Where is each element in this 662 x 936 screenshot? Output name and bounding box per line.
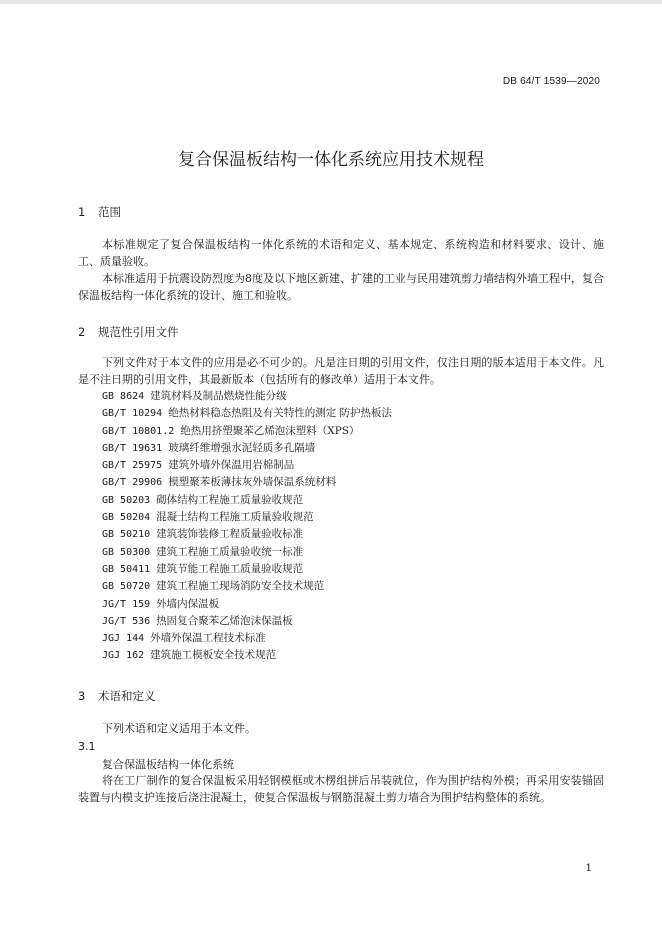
reference-code: GB 50720 (102, 581, 151, 593)
reference-title: 玻璃纤维增强水泥轻质多孔隔墙 (168, 441, 316, 454)
terms-intro: 下列术语和定义适用于本文件。 (102, 722, 256, 735)
reference-title: 混凝土结构工程施工质量验收规范 (156, 511, 314, 524)
reference-title: 建筑节能工程施工质量验收规范 (156, 562, 304, 575)
reference-item (102, 440, 392, 457)
reference-code: JG/T 536 (102, 615, 151, 627)
reference-title: 外墙外保温工程技术标准 (150, 632, 266, 645)
reference-item (102, 544, 392, 561)
reference-item (102, 561, 392, 578)
section-title: 术语和定义 (98, 689, 156, 703)
reference-code: JGJ 144 (102, 633, 145, 645)
term-number: 3.1 (78, 740, 96, 753)
reference-title: 模塑聚苯板薄抹灰外墙保温系统材料 (168, 476, 337, 489)
term-name: 复合保温板结构一体化系统 (102, 758, 234, 771)
reference-item (102, 647, 392, 664)
reference-code: JGJ 162 (102, 650, 145, 662)
scan-edge (0, 0, 662, 4)
standard-code: DB 64/T 1539—2020 (502, 76, 600, 87)
scope-paragraph-1: 本标准规定了复合保温板结构一体化系统的术语和定义、基本规定、系统构造和材料要求、设计、施工、质量验收。 (78, 238, 604, 268)
reference-code: JG/T 159 (102, 598, 151, 610)
reference-item (102, 492, 392, 509)
reference-item (102, 457, 392, 474)
reference-item (102, 388, 392, 405)
reference-title: 绝热材料稳态热阻及有关特性的测定 防护热板法 (168, 407, 393, 420)
reference-code: GB/T 10801.2 (102, 425, 175, 437)
reference-code: GB 50210 (102, 529, 151, 541)
section-references-heading (78, 324, 179, 340)
term-definition: 将在工厂制作的复合保温板采用轻钢模框或木楞组拼后吊装就位，作为围护结构外模；再采用安装锚固装置与内模支护连接后浇注混凝土，使复合保温板与钢筋混凝土剪力墙合为围护结构整体的系统。 (78, 774, 604, 804)
reference-item (102, 423, 392, 440)
reference-title: 绝热用挤塑聚苯乙烯泡沫塑料（XPS） (180, 424, 360, 437)
section-number: 1 (78, 205, 86, 219)
reference-code: GB 50300 (102, 546, 151, 558)
reference-code: GB/T 29906 (102, 477, 163, 489)
reference-item (102, 578, 392, 595)
reference-code: GB/T 10294 (102, 408, 163, 420)
reference-code: GB/T 19631 (102, 442, 163, 454)
reference-code: GB 50203 (102, 494, 151, 506)
reference-item (102, 509, 392, 526)
reference-title: 建筑工程施工现场消防安全技术规范 (156, 580, 325, 593)
reference-code: GB 50204 (102, 512, 151, 524)
reference-item (102, 526, 392, 543)
section-title: 规范性引用文件 (98, 325, 179, 339)
reference-title: 建筑工程施工质量验收统一标准 (156, 545, 304, 558)
section-number: 2 (78, 325, 86, 339)
section-title: 范围 (98, 205, 121, 219)
section-number: 3 (78, 689, 86, 703)
reference-item (102, 405, 392, 422)
reference-title: 建筑装饰装修工程质量验收标准 (156, 528, 304, 541)
reference-code: GB 50411 (102, 563, 151, 575)
reference-item (102, 596, 392, 613)
section-terms-heading (78, 688, 156, 704)
reference-title: 建筑施工模板安全技术规范 (150, 649, 277, 662)
reference-item (102, 474, 392, 491)
reference-title: 砌体结构工程施工质量验收规范 (156, 493, 304, 506)
reference-item (102, 613, 392, 630)
reference-title: 建筑外墙外保温用岩棉制品 (168, 459, 295, 472)
page-number: 1 (585, 862, 592, 874)
reference-title: 热固复合聚苯乙烯泡沫保温板 (156, 614, 293, 627)
section-scope-heading (78, 204, 121, 220)
reference-list (102, 388, 392, 665)
reference-code: GB/T 25975 (102, 460, 163, 472)
reference-code: GB 8624 (102, 391, 145, 402)
document-title: 复合保温板结构一体化系统应用技术规程 (178, 150, 484, 170)
reference-item (102, 630, 392, 647)
reference-title: 建筑材料及制品燃烧性能分级 (150, 390, 287, 402)
scope-paragraph-2: 本标准适用于抗震设防烈度为8度及以下地区新建、扩建的工业与民用建筑剪力墙结构外墙工程中，复合保温板结构一体化系统的设计、施工和验收。 (78, 272, 604, 302)
references-intro: 下列文件对于本文件的应用是必不可少的。凡是注日期的引用文件，仅注日期的版本适用于本文件。凡是不注日期的引用文件，其最新版本（包括所有的修改单）适用于本文件。 (78, 356, 604, 386)
reference-title: 外墙内保温板 (156, 597, 220, 610)
